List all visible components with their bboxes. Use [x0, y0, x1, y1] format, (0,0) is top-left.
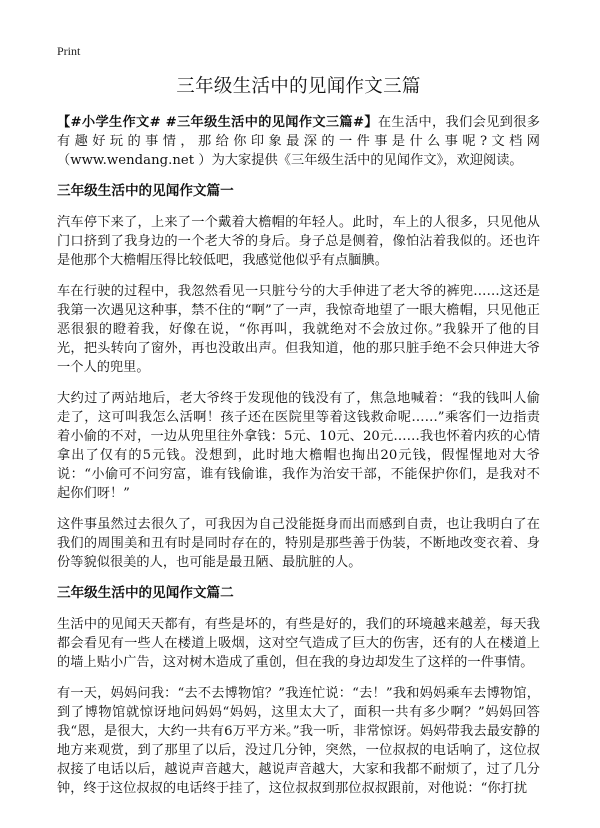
intro-paragraph: [57, 113, 540, 170]
document-title: 三年级生活中的见闻作文三篇: [176, 76, 421, 97]
section-heading-1: 三年级生活中的见闻作文篇一: [57, 183, 234, 199]
print-label[interactable]: Print: [57, 44, 81, 58]
section-2-paragraph-1: 生活中的见闻天天都有，有些是坏的，有些是好的，我们的环境越来越差，每天我都会看见有一些人在楼道上吸烟，这对空气造成了巨大的伤害，还有的人在楼道上的墙上贴小广告，这对树木造成了重创，但在我的身边却发生了这样的一件事情。: [57, 617, 540, 670]
section-heading-2: 三年级生活中的见闻作文篇二: [57, 585, 234, 601]
section-1-paragraph-4: 这件事虽然过去很久了，可我因为自己没能挺身而出而感到自责，也让我明白了在我们的周围美和丑有时是同时存在的，特别是那些善于伪装，不断地改变衣着、身份等貌似很美的人，也可能是最丑陋、最肮脏的人。: [57, 517, 540, 570]
section-2-paragraph-2: 有一天，妈妈问我：“去不去博物馆？”我连忙说：“去！”我和妈妈乘车去博物馆，到了博物馆就惊讶地问妈妈“妈妈，这里太大了，面积一共有多少啊？”妈妈回答我“恩，是很大，大约一共有6万平方米。”我一听，非常惊讶。妈妈带我去最安静的地方来观赏，到了那里了以后，没过几分钟，突然，一位叔叔的电话响了，这位叔叔接了电话以后，越说声音越大，越说声音越大，大家和我都不耐烦了，过了几分钟，终于这位叔叔的电话终于挂了，这位叔叔到那位叔叔跟前，对他说：“你打扰: [57, 686, 540, 796]
section-1-paragraph-1: 汽车停下来了，上来了一个戴着大檐帽的年轻人。此时，车上的人很多，只见他从门口挤到了我身边的一个老大爷的身后。身子总是侧着，像怕沾着我似的。还也许是他那个大檐帽压得比较低吧，我感觉他似乎有点腼腆。: [57, 215, 540, 268]
section-1-paragraph-3: 大约过了两站地后，老大爷终于发现他的钱没有了，焦急地喊着：“我的钱叫人偷走了，这可叫我怎么活啊！孩子还在医院里等着这钱救命呢……”乘客们一边指责着小偷的不对，一边从兜里往外拿钱：5元、10元、20元……我也怀着内疚的心情拿出了仅有的5元钱。没想到，此时地大檐帽也掏出20元钱，假惺惺地对大爷说：“小偷可不问穷富，谁有钱偷谁，我作为治安干部，不能保护你们，是我对不起你们呀！”: [57, 391, 540, 501]
intro-text: 在生活中，我们会见到很多有趣好玩的事情，那给你印象最深的一件事是什么事呢?文档网（www.wendang.net ）为大家提供《三年级生活中的见闻作文》，欢迎阅读。: [57, 115, 540, 168]
intro-tag: 【#小学生作文# #三年级生活中的见闻作文三篇#】: [57, 115, 378, 130]
section-1-paragraph-2: 车在行驶的过程中，我忽然看见一只脏兮兮的大手伸进了老大爷的裤兜……这还是我第一次遇见这种事，禁不住的“啊”了一声，我惊奇地望了一眼大檐帽，只见他正恶很狠的瞪着我，好像在说，“你再叫，我就绝对不会放过你。”我躲开了他的目光，把头转向了窗外，再也没敢出声。但我知道，他的那只脏手绝不会只伸进大爷一个人的兜里。: [57, 284, 540, 375]
